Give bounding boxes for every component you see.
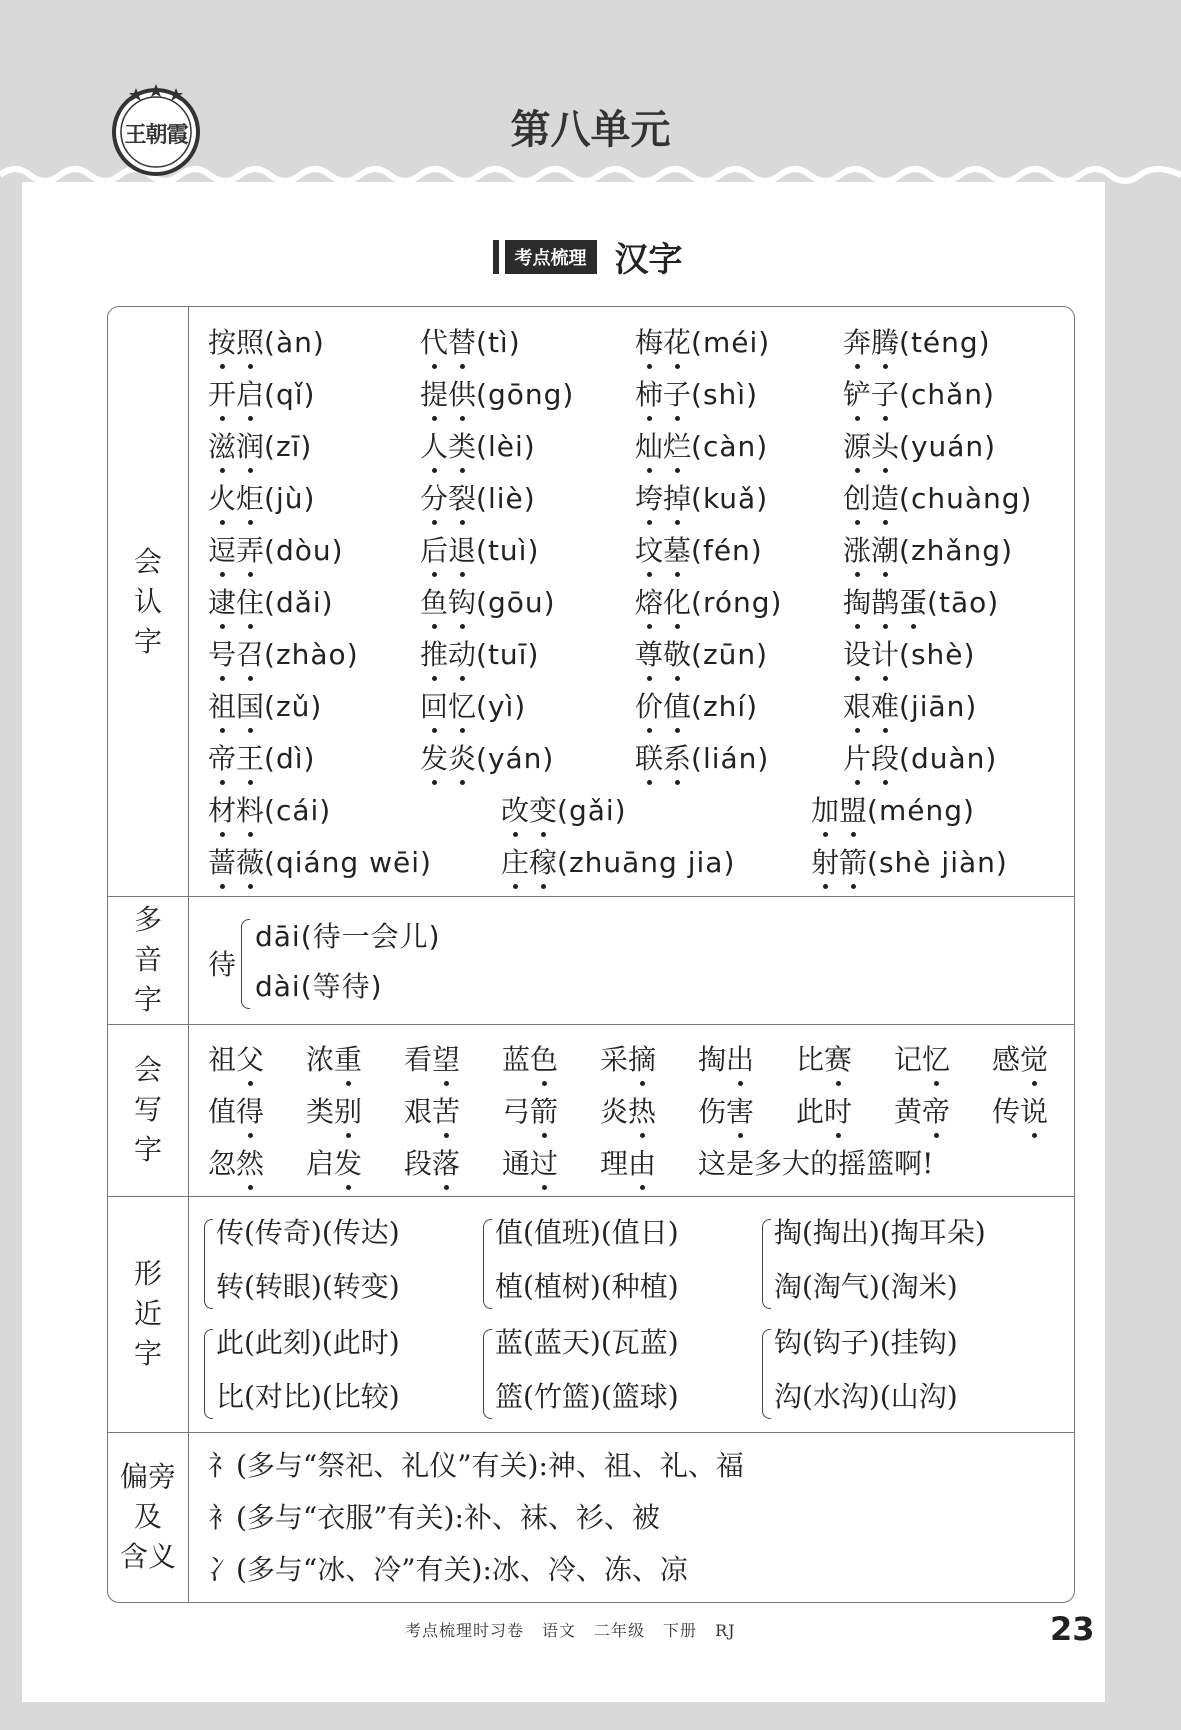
- column-divider: [188, 307, 189, 1602]
- recognize-word: 发炎(yán): [420, 737, 554, 777]
- label-char: 多: [133, 903, 162, 936]
- recognize-word: 片段(duàn): [843, 737, 997, 777]
- similar-char-entry: 蓝(蓝天)(瓦蓝): [495, 1326, 679, 1359]
- recognize-word: 提供(gōng): [420, 373, 574, 413]
- write-word: 艰苦: [404, 1090, 460, 1130]
- label-char: 近: [133, 1297, 162, 1330]
- section-title: 汉字: [614, 240, 683, 280]
- recognize-word: 联系(lián): [635, 737, 769, 777]
- unit-title: 第八单元: [510, 107, 671, 153]
- similar-char-entry: 转(转眼)(转变): [216, 1270, 400, 1303]
- write-word: 这是多大的摇篮啊!: [698, 1147, 934, 1180]
- write-word: 浓重: [306, 1038, 362, 1078]
- label-char: 字: [133, 1133, 162, 1166]
- label-char: 字: [133, 1337, 162, 1370]
- recognize-word: 开启(qǐ): [208, 373, 315, 413]
- label-duoyinzi: [108, 896, 188, 1024]
- recognize-word: 庄稼(zhuāng jia): [501, 841, 735, 881]
- write-word: 通过: [502, 1142, 558, 1182]
- recognize-word: 回忆(yì): [420, 685, 526, 725]
- recognize-word: 价值(zhí): [635, 685, 758, 725]
- label-char: 及: [133, 1500, 162, 1533]
- brace: [204, 1329, 213, 1419]
- recognize-word: 代替(tì): [420, 321, 521, 361]
- recognize-word: 滋润(zī): [208, 425, 312, 465]
- label-char: 写: [133, 1093, 162, 1126]
- recognize-word: 祖国(zǔ): [208, 685, 322, 725]
- write-word: 段落: [404, 1142, 460, 1182]
- label-huixiezi: [108, 1024, 188, 1196]
- write-word: 类别: [306, 1090, 362, 1130]
- recognize-word: 垮掉(kuǎ): [635, 477, 768, 517]
- write-word: 伤害: [698, 1090, 754, 1130]
- footer-volume: 下册: [663, 1621, 698, 1640]
- recognize-word: 推动(tuī): [420, 633, 539, 673]
- write-word: 此时: [796, 1090, 852, 1130]
- recognize-word: 按照(àn): [208, 321, 325, 361]
- similar-char-entry: 值(值班)(值日): [495, 1216, 679, 1249]
- similar-char-entry: 沟(水沟)(山沟): [774, 1380, 958, 1413]
- similar-char-entry: 掏(掏出)(掏耳朵): [774, 1216, 986, 1249]
- row-divider: [108, 896, 1074, 897]
- recognize-word: 尊敬(zūn): [635, 633, 768, 673]
- footer-subject: 语文: [542, 1621, 577, 1640]
- write-word: 蓝色: [502, 1038, 558, 1078]
- label-char: 偏旁: [119, 1460, 176, 1493]
- recognize-word: 设计(shè): [843, 633, 975, 673]
- write-word: 传说: [992, 1090, 1048, 1130]
- similar-char-entry: 此(此刻)(此时): [216, 1326, 400, 1359]
- recognize-word: 鱼钩(gōu): [420, 581, 556, 621]
- recognize-word: 人类(lèi): [420, 425, 536, 465]
- recognize-word: 柿子(shì): [635, 373, 758, 413]
- label-char: 字: [133, 983, 162, 1016]
- row-divider: [108, 1196, 1074, 1197]
- radical-meaning: 衤(多与“衣服”有关):补、袜、衫、被: [208, 1501, 660, 1534]
- footer-edition: RJ: [715, 1621, 736, 1640]
- recognize-word: 逮住(dǎi): [208, 581, 334, 621]
- label-char: 字: [133, 624, 162, 658]
- label-char: 会: [133, 1053, 162, 1086]
- write-word: 理由: [600, 1142, 656, 1182]
- footer: [405, 1618, 754, 1641]
- logo-text: 王朝霞: [124, 122, 188, 148]
- recognize-word: 艰难(jiān): [843, 685, 977, 725]
- footer-book: 考点梳理时习卷: [405, 1621, 525, 1640]
- recognize-word: 蔷薇(qiáng wēi): [208, 841, 432, 881]
- label-huirenzi: [108, 307, 188, 896]
- row-divider: [108, 1432, 1074, 1433]
- similar-char-entry: 篮(竹篮)(篮球): [495, 1380, 679, 1413]
- recognize-word: 改变(gǎi): [501, 789, 627, 829]
- polyphone-char: 待: [208, 948, 237, 981]
- recognize-word: 射箭(shè jiàn): [811, 841, 1008, 881]
- similar-char-entry: 植(植树)(种植): [495, 1270, 679, 1303]
- write-word: 启发: [306, 1142, 362, 1182]
- label-char: 音: [133, 943, 162, 976]
- radical-meaning: 礻(多与“祭祀、礼仪”有关):神、祖、礼、福: [208, 1449, 744, 1482]
- write-word: 记忆: [894, 1038, 950, 1078]
- section-badge: 考点梳理: [499, 240, 597, 274]
- label-pianpang: [108, 1432, 188, 1602]
- write-word: 值得: [208, 1090, 264, 1130]
- write-word: 祖父: [208, 1038, 264, 1078]
- write-word: 比赛: [796, 1038, 852, 1078]
- recognize-word: 灿烂(càn): [635, 425, 768, 465]
- write-word: 黄帝: [894, 1090, 950, 1130]
- recognize-word: 创造(chuàng): [843, 477, 1032, 517]
- section-header: [0, 232, 1181, 282]
- brace: [204, 1219, 213, 1309]
- label-char: 含义: [119, 1540, 176, 1573]
- label-char: 认: [133, 584, 162, 618]
- recognize-word: 材料(cái): [208, 789, 331, 829]
- footer-grade: 二年级: [594, 1621, 646, 1640]
- radical-meaning: 冫(多与“冰、冷”有关):冰、冷、冻、凉: [208, 1553, 688, 1586]
- recognize-word: 逗弄(dòu): [208, 529, 344, 569]
- write-word: 炎热: [600, 1090, 656, 1130]
- page-number: 23: [1050, 1610, 1095, 1648]
- recognize-word: 号召(zhào): [208, 633, 359, 673]
- similar-char-entry: 传(传奇)(传达): [216, 1216, 400, 1249]
- write-word: 采摘: [600, 1038, 656, 1078]
- similar-char-entry: 钩(钩子)(挂钩): [774, 1326, 958, 1359]
- brace: [762, 1219, 771, 1309]
- write-word: 忽然: [208, 1142, 264, 1182]
- write-word: 看望: [404, 1038, 460, 1078]
- row-divider: [108, 1024, 1074, 1025]
- recognize-word: 铲子(chǎn): [843, 373, 995, 413]
- polyphone-reading: dāi(待一会儿): [255, 920, 441, 953]
- write-word: 掏出: [698, 1038, 754, 1078]
- polyphone-reading: dài(等待): [255, 970, 383, 1003]
- write-word: 感觉: [992, 1038, 1048, 1078]
- similar-char-entry: 比(对比)(比较): [216, 1380, 400, 1413]
- recognize-word: 后退(tuì): [420, 529, 539, 569]
- recognize-word: 分裂(liè): [420, 477, 536, 517]
- brace: [483, 1219, 492, 1309]
- recognize-word: 梅花(méi): [635, 321, 770, 361]
- brace: [762, 1329, 771, 1419]
- recognize-word: 火炬(jù): [208, 477, 315, 517]
- label-xingjinzi: [108, 1196, 188, 1432]
- recognize-word: 熔化(róng): [635, 581, 782, 621]
- label-char: 形: [133, 1257, 162, 1290]
- recognize-word: 源头(yuán): [843, 425, 996, 465]
- recognize-word: 坟墓(fén): [635, 529, 763, 569]
- brace: [241, 919, 250, 1009]
- brace: [483, 1329, 492, 1419]
- recognize-word: 涨潮(zhǎng): [843, 529, 1013, 569]
- similar-char-entry: 淘(淘气)(淘米): [774, 1270, 958, 1303]
- recognize-word: 奔腾(téng): [843, 321, 991, 361]
- recognize-word: 帝王(dì): [208, 737, 315, 777]
- knowledge-table: [107, 306, 1075, 1603]
- label-char: 会: [133, 544, 162, 578]
- recognize-word: 加盟(méng): [811, 789, 975, 829]
- write-word: 弓箭: [502, 1090, 558, 1130]
- recognize-word: 掏鹊蛋(tāo): [843, 581, 999, 621]
